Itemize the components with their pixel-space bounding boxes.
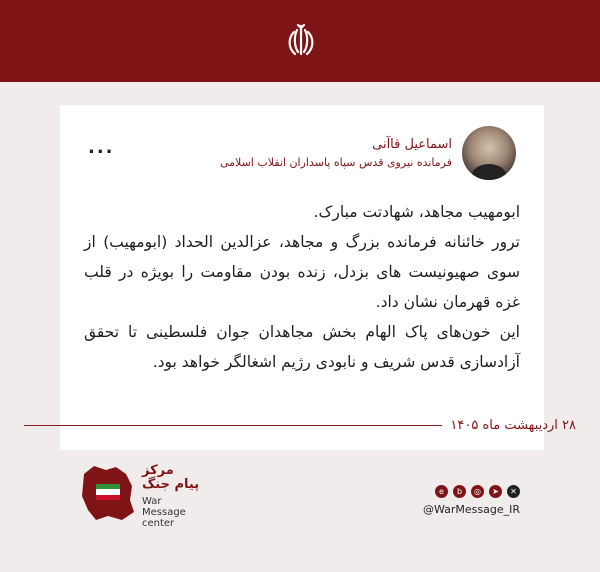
iran-map-icon [78, 462, 138, 524]
social-icons [435, 485, 520, 498]
post-body [84, 197, 520, 377]
more-options-button[interactable]: ... [88, 137, 115, 158]
logo-text-fa [142, 464, 199, 492]
logo-text-en [142, 496, 208, 529]
iran-emblem-icon [284, 22, 318, 60]
bale-icon[interactable]: b [453, 485, 466, 498]
date-row [24, 418, 576, 433]
author-name[interactable]: اسماعیل قاآنی [372, 137, 452, 152]
author-avatar[interactable] [462, 126, 516, 180]
author-text [220, 137, 452, 169]
post-paragraph: این خون‌های پاک الهام بخش مجاهدان جوان فلسطینی تا تحقق آزادسازی قدس شریف و نابودی رژیم اشغالگر خواهد بود. [84, 323, 520, 371]
author-block[interactable] [220, 125, 516, 181]
war-message-logo[interactable] [78, 462, 208, 529]
x-icon[interactable]: ✕ [507, 485, 520, 498]
social-handle[interactable]: @WarMessage_IR [422, 503, 520, 516]
header-band [0, 0, 600, 82]
telegram-icon[interactable]: ➤ [489, 485, 502, 498]
post-paragraph: ترور خائنانه فرمانده بزرگ و مجاهد، عزالدین الحداد (ابومهیب) از سوی صهیونیست های بزدل، زنده بودن مقاومت را بویژه در قلب غزه قهرمان نشان داد. [84, 233, 520, 311]
date-divider [24, 425, 442, 426]
logo-en-line2: center [142, 518, 175, 529]
logo-fa-line1: مرکز [142, 463, 174, 478]
logo-fa-line2: پیام جنگ [142, 477, 200, 492]
eitaa-icon[interactable]: e [435, 485, 448, 498]
instagram-icon[interactable]: ◎ [471, 485, 484, 498]
post-card [60, 105, 544, 450]
author-title: فرمانده نیروی قدس سپاه پاسداران انقلاب اسلامی [219, 156, 452, 169]
post-paragraph: ابومهیب مجاهد، شهادتت مبارک. [313, 203, 520, 221]
post-date: ۲۸ اردیبهشت ماه ۱۴۰۵ [450, 418, 576, 433]
logo-en-line1: War Message [142, 496, 186, 518]
